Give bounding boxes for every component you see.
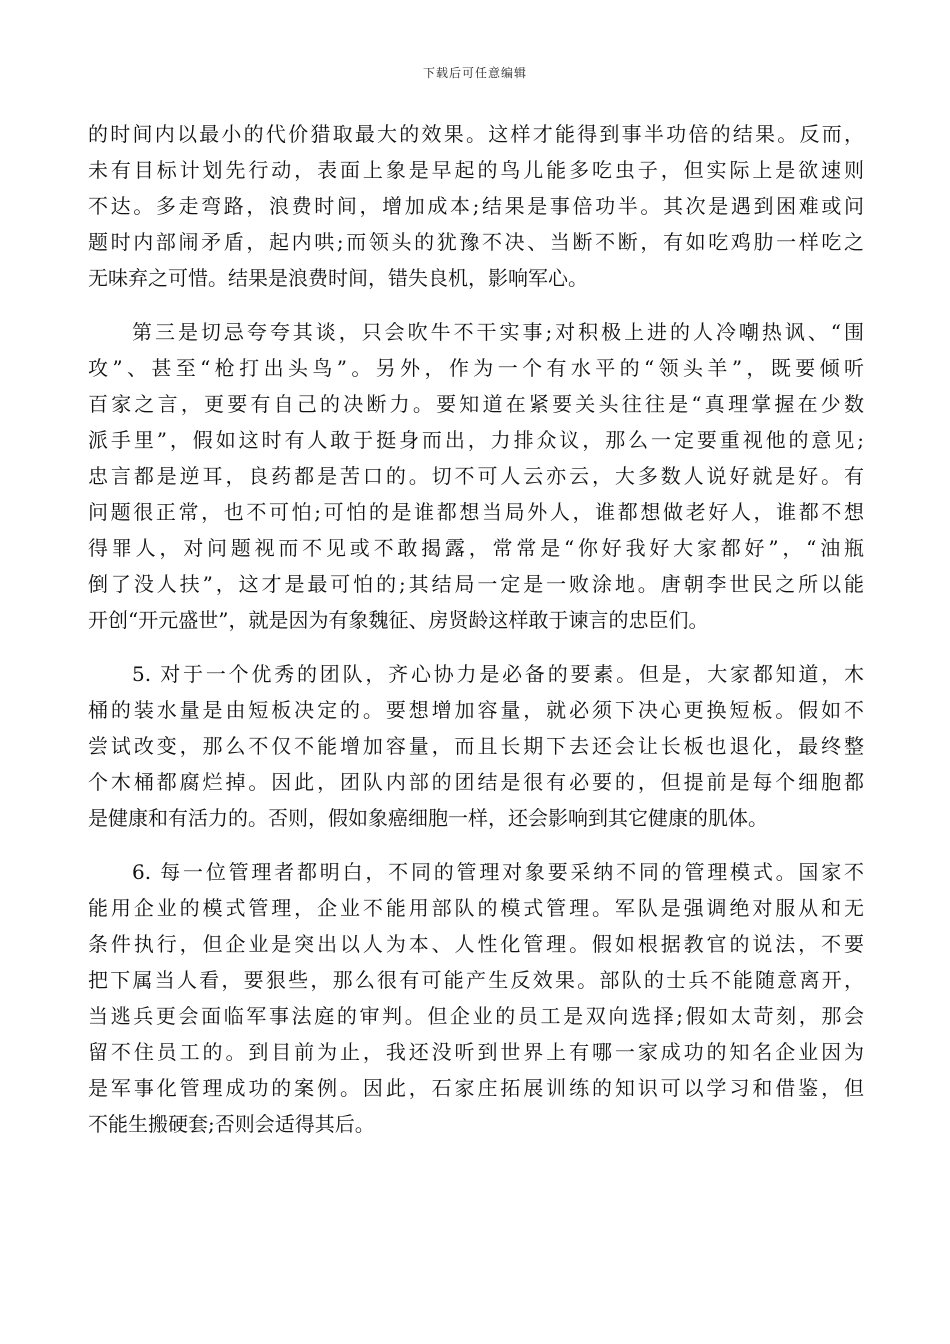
text-line: 5. 对于一个优秀的团队，齐心协力是必备的要素。但是，大家都知道，木 — [132, 662, 864, 686]
text-line: 百家之言，更要有自己的决断力。要知道在紧要关头往往是“真理掌握在少数 — [88, 392, 864, 416]
text-line: 忠言都是逆耳，良药都是苦口的。切不可人云亦云，大多数人说好就是好。有 — [88, 464, 864, 488]
text-line: 留不住员工的。到目前为止，我还没听到世界上有哪一家成功的知名企业因为 — [88, 1040, 864, 1064]
paragraph — [88, 854, 864, 1142]
text-line: 未有目标计划先行动，表面上象是早起的鸟儿能多吃虫子，但实际上是欲速则 — [88, 158, 864, 182]
text-line: 尝试改变，那么不仅不能增加容量，而且长期下去还会让长板也退化，最终整 — [88, 734, 864, 758]
text-line: 攻”、甚至“枪打出头鸟”。另外，作为一个有水平的“领头羊”，既要倾听 — [88, 356, 864, 380]
text-line: 能用企业的模式管理，企业不能用部队的模式管理。军队是强调绝对服从和无 — [88, 896, 864, 920]
page-header: 下载后可任意编辑 — [422, 66, 527, 80]
text-line: 的时间内以最小的代价猎取最大的效果。这样才能得到事半功倍的结果。反而， — [88, 122, 864, 146]
text-line: 是健康和有活力的。否则，假如象癌细胞一样，还会影响到其它健康的肌体。 — [88, 806, 768, 830]
text-line: 题时内部闹矛盾，起内哄;而领头的犹豫不决、当断不断，有如吃鸡肋一样吃之 — [88, 230, 864, 254]
text-line: 得罪人，对问题视而不见或不敢揭露，常常是“你好我好大家都好”，“油瓶 — [88, 536, 864, 560]
text-line: 6. 每一位管理者都明白，不同的管理对象要采纳不同的管理模式。国家不 — [132, 860, 864, 884]
text-line: 无味弃之可惜。结果是浪费时间，错失良机，影响军心。 — [88, 266, 588, 290]
text-line: 不达。多走弯路，浪费时间，增加成本;结果是事倍功半。其次是遇到困难或问 — [88, 194, 864, 218]
text-line: 开创“开元盛世”，就是因为有象魏征、房贤龄这样敢于谏言的忠臣们。 — [88, 608, 709, 632]
document-body — [88, 116, 864, 1160]
text-line: 把下属当人看，要狠些，那么很有可能产生反效果。部队的士兵不能随意离开， — [88, 968, 864, 992]
paragraph — [88, 314, 864, 638]
text-line: 派手里”，假如这时有人敢于挺身而出，力排众议，那么一定要重视他的意见; — [88, 428, 864, 452]
text-line: 当逃兵更会面临军事法庭的审判。但企业的员工是双向选择;假如太苛刻，那会 — [88, 1004, 864, 1028]
text-line: 个木桶都腐烂掉。因此，团队内部的团结是很有必要的，但提前是每个细胞都 — [88, 770, 864, 794]
text-line: 是军事化管理成功的案例。因此，石家庄拓展训练的知识可以学习和借鉴，但 — [88, 1076, 864, 1100]
text-line: 条件执行，但企业是突出以人为本、人性化管理。假如根据教官的说法，不要 — [88, 932, 864, 956]
text-line: 倒了没人扶”，这才是最可怕的;其结局一定是一败涂地。唐朝李世民之所以能 — [88, 572, 864, 596]
text-line: 第三是切忌夸夸其谈，只会吹牛不干实事;对积极上进的人冷嘲热讽、“围 — [132, 320, 864, 344]
text-line: 问题很正常，也不可怕;可怕的是谁都想当局外人，谁都想做老好人，谁都不想 — [88, 500, 864, 524]
text-line: 不能生搬硬套;否则会适得其后。 — [88, 1112, 375, 1136]
paragraph — [88, 116, 864, 296]
paragraph — [88, 656, 864, 836]
text-line: 桶的装水量是由短板决定的。要想增加容量，就必须下决心更换短板。假如不 — [88, 698, 864, 722]
